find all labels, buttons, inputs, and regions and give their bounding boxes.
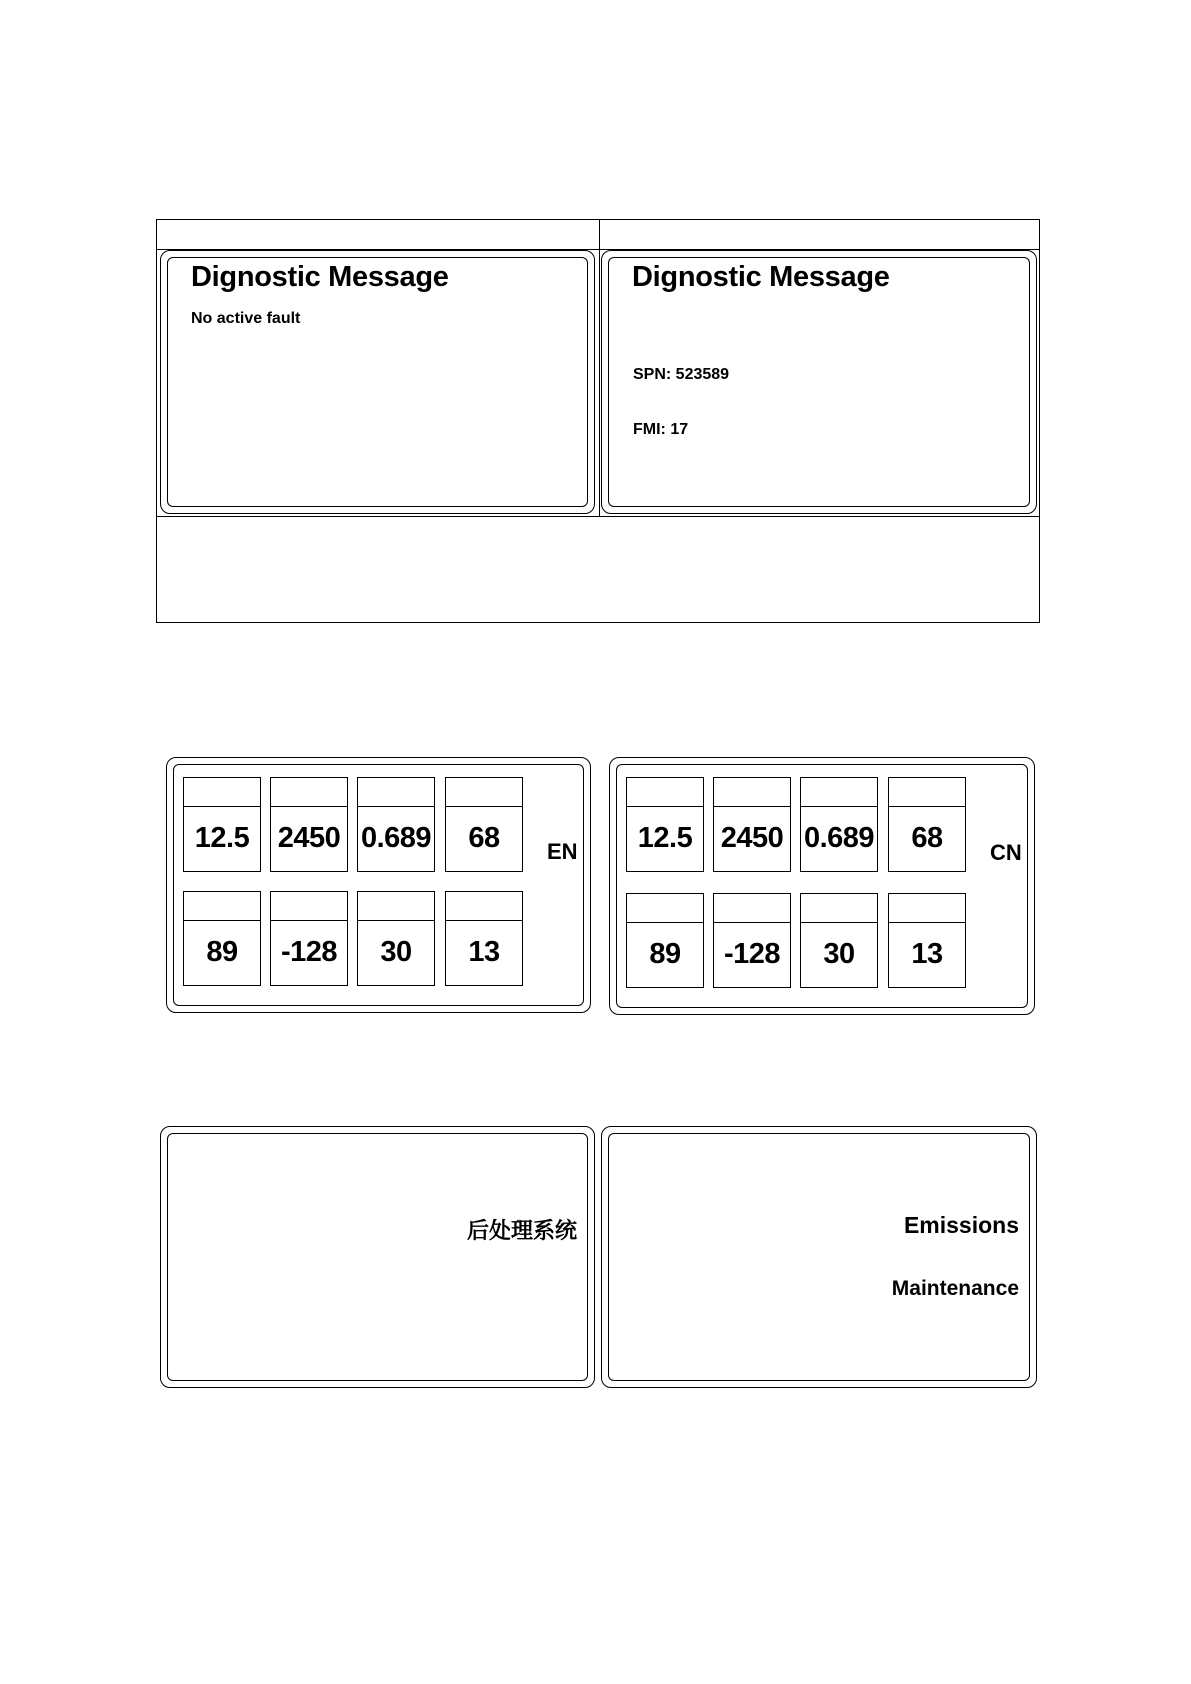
diagnostic-screen-en — [160, 250, 595, 514]
value-cell: 0.689 — [800, 777, 878, 872]
maintenance-subtitle: Maintenance — [891, 1277, 1019, 1300]
value-cell: 89 — [626, 893, 704, 988]
fmi-text: FMI: 17 — [633, 421, 689, 438]
value-cell: 13 — [888, 893, 966, 988]
value-cell: 68 — [445, 777, 523, 872]
value-cell: 2450 — [713, 777, 791, 872]
value-cell: 2450 — [270, 777, 348, 872]
value-cell: -128 — [713, 893, 791, 988]
aftertreatment-system-title: 后处理系统 — [466, 1218, 577, 1243]
value-cell: 89 — [183, 891, 261, 986]
value-cell: 30 — [357, 891, 435, 986]
diagnostic-title: Dignostic Message — [632, 261, 890, 293]
menu-screen-en — [601, 1126, 1037, 1388]
value-cell: 12.5 — [626, 777, 704, 872]
spn-text: SPN: 523589 — [633, 366, 730, 383]
value-screen-cn — [609, 757, 1035, 1015]
value-screen-en — [166, 757, 591, 1013]
menu-screen-cn — [160, 1126, 595, 1388]
value-cell: 68 — [888, 777, 966, 872]
emissions-title: Emissions — [903, 1212, 1019, 1238]
value-cell: 13 — [445, 891, 523, 986]
language-label: EN — [547, 839, 578, 864]
no-active-fault-text: No active fault — [191, 310, 301, 327]
table-row-divider — [157, 516, 1039, 517]
diagnostic-screen-fault — [601, 250, 1037, 514]
value-cell: 0.689 — [357, 777, 435, 872]
value-cell: 12.5 — [183, 777, 261, 872]
table-column-divider — [599, 220, 600, 516]
language-label: CN — [990, 840, 1022, 865]
value-cell: 30 — [800, 893, 878, 988]
diagnostic-title: Dignostic Message — [191, 261, 449, 293]
value-cell: -128 — [270, 891, 348, 986]
